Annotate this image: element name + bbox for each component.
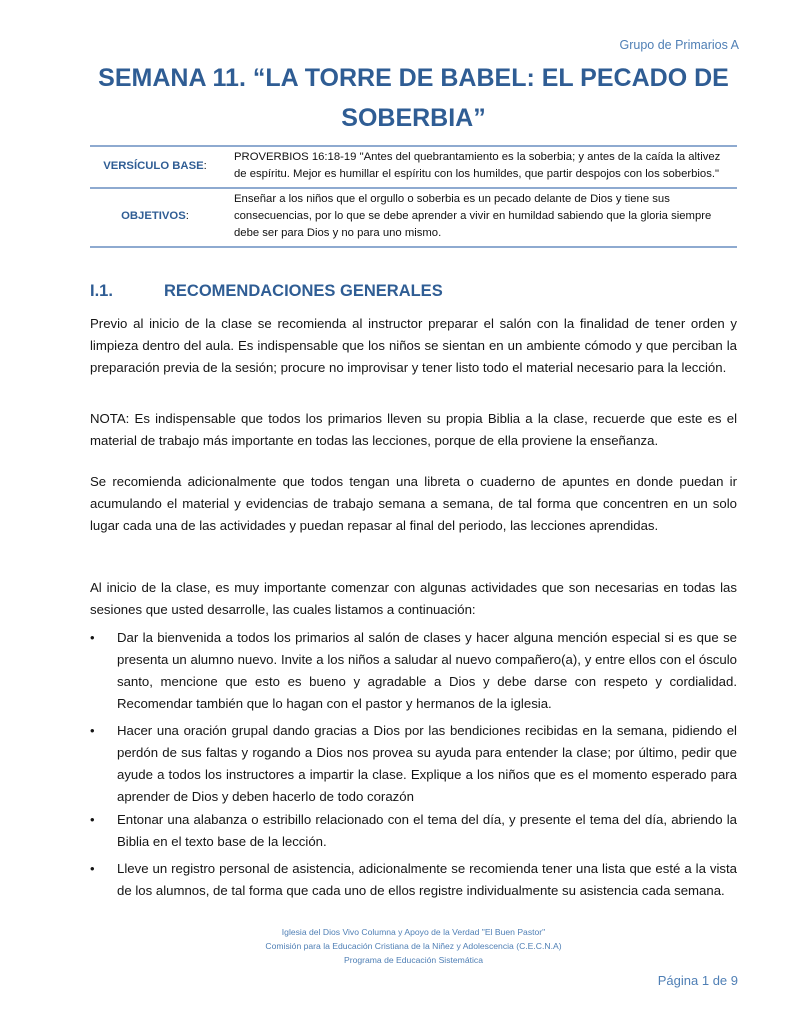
list-item-text: Hacer una oración grupal dando gracias a Dios por las bendiciones recibidas en la semana, pidiendo el perdón de sus faltas y rogando a Dios nos provea su ayuda para entender la clase; por último, pedir que ayude a todos los instructores a impartir la clase. Explique a los niños que es el momento esperado para aprender de Dios y deben hacerlo de todo corazón [117,723,737,804]
bullet-icon: • [90,812,95,827]
page-footer [90,925,737,967]
list-item [90,809,737,853]
footer-line-church: Iglesia del Dios Vivo Columna y Apoyo de la Verdad "El Buen Pastor" [281,927,546,937]
section-number: I.1. [90,282,113,300]
verse-label-colon: : [203,159,207,172]
verse-row [90,146,737,188]
paragraph-note: NOTA: Es indispensable que todos los primarios lleven su propia Biblia a la clase, recuerde que este es el material de trabajo más importante en todas las lecciones, porque de ella proviene la enseñanza. [90,411,737,448]
header-group-name: Grupo de Primarios A [619,38,739,52]
section-heading [90,282,443,301]
info-table [90,145,737,248]
list-item-text: Lleve un registro personal de asistencia, adicionalmente se recomienda tener una lista que esté a la vista de los alumnos, de tal forma que cada uno de ellos registre individualmente su asistencia cada semana. [117,861,737,898]
list-item [90,627,737,715]
page-number: Página 1 de 9 [657,973,738,988]
verse-label-cell [90,146,224,188]
section-title: RECOMENDACIONES GENERALES [164,282,443,300]
list-item [90,720,737,808]
objectives-label-colon: : [185,210,189,222]
objectives-text: Enseñar a los niños que el orgullo o soberbia es un pecado delante de Dios y tiene sus consecuencias, por lo que se debe aprender a vivir en humildad sabiendo que la gloria siempre debe ser para Dios y no para uno mismo. [234,193,712,239]
verse-text: PROVERBIOS 16:18-19 "Antes del quebrantamiento es la soberbia; y antes de la caída la altivez de espíritu. Mejor es humillar el espíritu con los humildes, que partir despojos con los soberbios." [234,151,721,180]
objectives-row [90,188,737,247]
footer-line-commission: Comisión para la Educación Cristiana de la Niñez y Adolescencia (C.E.C.N.A) [265,941,562,951]
bullet-icon: • [90,861,95,876]
bullet-icon: • [90,723,95,738]
verse-label: VERSÍCULO BASE [103,159,204,172]
paragraph-intro: Previo al inicio de la clase se recomienda al instructor preparar el salón con la finalidad de tener orden y limpieza dentro del aula. Es indispensable que los niños se sientan en un ambiente cómodo y que perciban la preparación previa de la sesión; procure no improvisar y tener listo todo el material necesario para la lección. [90,316,737,375]
bullet-icon: • [90,630,95,645]
page-title: SEMANA 11. “LA TORRE DE BABEL: EL PECADO DE SOBERBIA” [98,64,729,132]
paragraph-notebook: Se recomienda adicionalmente que todos tengan una libreta o cuaderno de apuntes en donde puedan ir acumulando el material y evidencias de trabajo semana a semana, de tal forma que concentren en un solo lugar cada una de las actividades y puedan repasar al final del periodo, las lecciones aprendidas. [90,474,737,533]
objectives-label: OBJETIVOS [121,210,186,222]
footer-line-program: Programa de Educación Sistemática [343,955,483,965]
list-item [90,858,737,902]
list-item-text: Dar la bienvenida a todos los primarios al salón de clases y hacer alguna mención especial si es que se presenta un alumno nuevo. Invite a los niños a saludar al nuevo compañero(a), y entre ellos con el ósculo santo, mencione que esto es bueno y agradable a Dios y debe darse con respeto y cordialidad. Recomendar también que lo hagan con el pastor y hermanos de la iglesia. [117,630,737,711]
objectives-label-cell [90,188,224,247]
paragraph-activities-intro: Al inicio de la clase, es muy importante comenzar con algunas actividades que son necesarias en todas las sesiones que usted desarrolle, las cuales listamos a continuación: [90,580,737,617]
list-item-text: Entonar una alabanza o estribillo relacionado con el tema del día, y presente el tema del día, abriendo la Biblia en el texto base de la lección. [117,812,737,849]
